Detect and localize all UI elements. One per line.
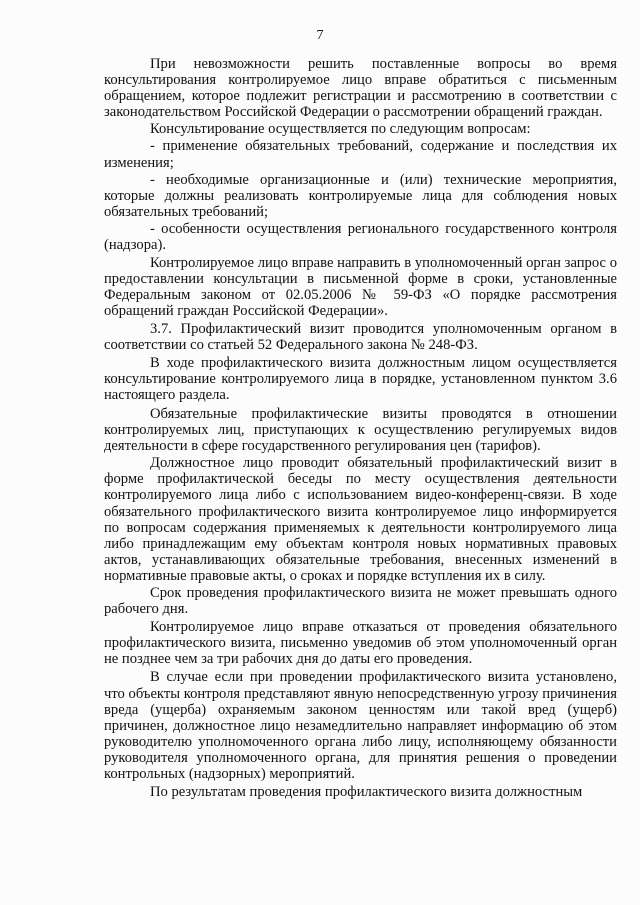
paragraph-consultation-topics: Консультирование осуществляется по следующим вопросам: xyxy=(150,121,531,138)
paragraph-visit-procedure: Должностное лицо проводит обязательный профилактический визит в форме профилактической беседы по месту осуществления деятельности контролируемого лица либо с использованием видео-конференц-связи. В ходе обязательного профилактического визита контролируемое лицо информируется по вопросам содержания применяемых к деятельности контролируемого лица либо принадлежащим ему объектам контроля новых нормативных правовых актов, устанавливающих обязательные требования, внесенных изменений в нормативные правовые акты, о сроках и порядке вступления их в силу. xyxy=(104,455,617,584)
paragraph-visit-duration: Срок проведения профилактического визита не может превышать одного рабочего дня. xyxy=(104,585,617,618)
page-number: 7 xyxy=(316,28,324,43)
paragraph-mandatory-visits: Обязательные профилактические визиты проводятся в отношении контролируемых лиц, приступающих к осуществлению регулируемых видов деятельности в сфере государственного регулирования цен (тарифов). xyxy=(104,405,617,455)
paragraph-visit-refusal: Контролируемое лицо вправе отказаться от проведения обязательного профилактического визита, письменно уведомив об этом уполномоченный орган не позднее чем за три рабочих дня до даты его проведения. xyxy=(104,619,617,668)
paragraph-section-3-7: 3.7. Профилактический визит проводится уполномоченным органом в соответствии со статьей 52 Федерального закона № 248-ФЗ. xyxy=(104,320,617,353)
paragraph-written-request: Контролируемое лицо вправе направить в уполномоченный орган запрос о предоставлении консультации в письменной форме в сроки, установленные Федеральным законом от 02.05.2006 № 59-ФЗ «О порядке рассмотрения обращений граждан Российской Федерации». xyxy=(104,255,617,320)
list-item-control-features: - особенности осуществления регионального государственного контроля (надзора). xyxy=(104,220,617,254)
document-body xyxy=(104,56,617,801)
list-item-measures: - необходимые организационные и (или) технические мероприятия, которые должны реализовать контролируемые лица для соблюдения новых обязательных требований; xyxy=(104,171,617,220)
paragraph-consultation-appeal: При невозможности решить поставленные вопросы во время консультирования контролируемое лицо вправе обратиться с письменным обращением, которое подлежит регистрации и рассмотрению в соответствии с законодательством Российской Федерации о рассмотрении обращений граждан. xyxy=(104,56,617,121)
paragraph-visit-results: По результатам проведения профилактического визита должностным xyxy=(150,784,583,801)
list-item-requirements: - применение обязательных требований, содержание и последствия их изменения; xyxy=(104,138,617,171)
paragraph-visit-consulting: В ходе профилактического визита должностным лицом осуществляется консультирование контролируемого лица в порядке, установленном пунктом 3.6 настоящего раздела. xyxy=(104,354,617,403)
paragraph-threat-detected: В случае если при проведении профилактического визита установлено, что объекты контроля представляют явную непосредственную угрозу причинения вреда (ущерба) охраняемым законом ценностям или такой вред (ущерб) причинен, должностное лицо незамедлительно направляет информацию об этом руководителю уполномоченного органа либо лицу, исполняющему обязанности руководителя уполномоченного органа, для принятия решения о проведении контрольных (надзорных) мероприятий. xyxy=(104,669,617,783)
